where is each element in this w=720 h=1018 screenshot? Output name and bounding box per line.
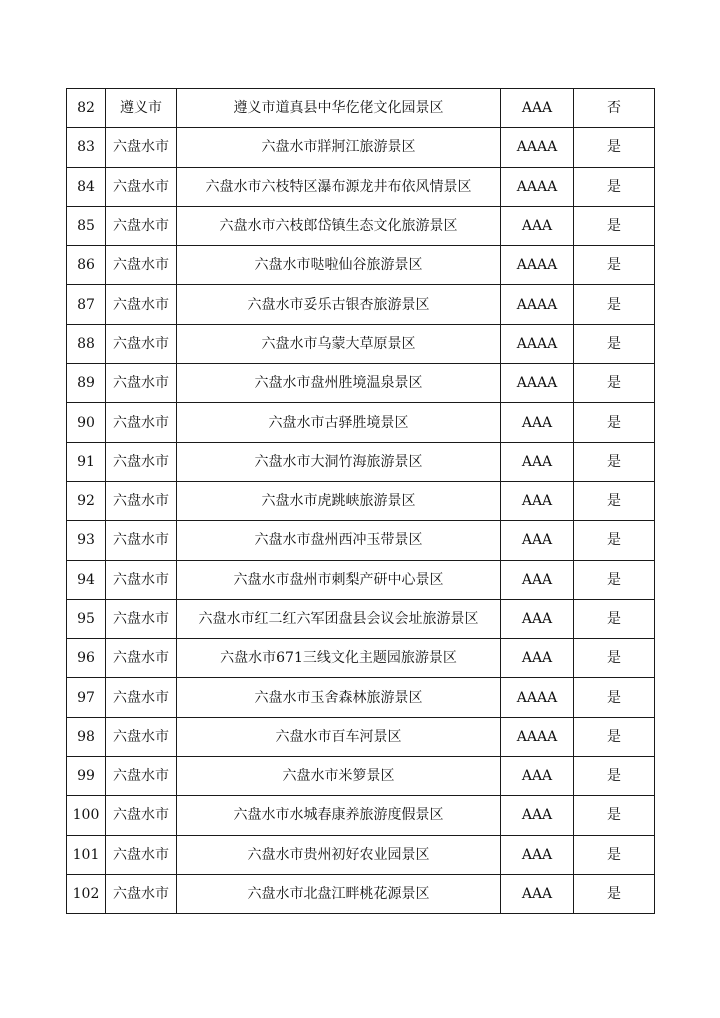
row-number-cell: 93 (67, 521, 106, 560)
status-flag-cell: 是 (574, 599, 655, 638)
city-cell: 六盘水市 (106, 246, 177, 285)
rating-level-cell: AAA (501, 560, 574, 599)
row-number-cell: 97 (67, 678, 106, 717)
row-number-cell: 84 (67, 167, 106, 206)
row-number-cell: 94 (67, 560, 106, 599)
rating-level-cell: AAA (501, 521, 574, 560)
table-row (67, 599, 655, 638)
rating-level-cell: AAA (501, 206, 574, 245)
city-cell: 六盘水市 (106, 678, 177, 717)
table-row (67, 89, 655, 128)
scenic-area-name-cell: 六盘水市哒啦仙谷旅游景区 (177, 246, 501, 285)
scenic-area-name-cell: 六盘水市虎跳峡旅游景区 (177, 481, 501, 520)
city-cell: 六盘水市 (106, 560, 177, 599)
scenic-area-name-cell: 六盘水市红二红六军团盘县会议会址旅游景区 (177, 599, 501, 638)
row-number-cell: 90 (67, 403, 106, 442)
status-flag-cell: 是 (574, 442, 655, 481)
status-flag-cell: 是 (574, 757, 655, 796)
row-number-cell: 82 (67, 89, 106, 128)
table-row (67, 403, 655, 442)
row-number-cell: 89 (67, 364, 106, 403)
row-number-cell: 91 (67, 442, 106, 481)
scenic-area-name-cell: 六盘水市牂牁江旅游景区 (177, 128, 501, 167)
scenic-area-name-cell: 六盘水市贵州初好农业园景区 (177, 835, 501, 874)
scenic-area-name-cell: 六盘水市乌蒙大草原景区 (177, 324, 501, 363)
city-cell: 六盘水市 (106, 796, 177, 835)
scenic-area-table (66, 88, 655, 914)
row-number-cell: 96 (67, 639, 106, 678)
table-row (67, 835, 655, 874)
table-row (67, 874, 655, 913)
table-row (67, 285, 655, 324)
scenic-area-name-cell: 六盘水市百车河景区 (177, 717, 501, 756)
status-flag-cell: 是 (574, 128, 655, 167)
scenic-area-name-cell: 六盘水市水城春康养旅游度假景区 (177, 796, 501, 835)
table-row (67, 521, 655, 560)
scenic-area-name-cell: 六盘水市671三线文化主题园旅游景区 (177, 639, 501, 678)
rating-level-cell: AAAA (501, 246, 574, 285)
row-number-cell: 85 (67, 206, 106, 245)
status-flag-cell: 是 (574, 639, 655, 678)
rating-level-cell: AAAA (501, 717, 574, 756)
row-number-cell: 83 (67, 128, 106, 167)
table-row (67, 246, 655, 285)
city-cell: 六盘水市 (106, 167, 177, 206)
row-number-cell: 95 (67, 599, 106, 638)
row-number-cell: 99 (67, 757, 106, 796)
table-row (67, 717, 655, 756)
table-row (67, 639, 655, 678)
table-row (67, 796, 655, 835)
scenic-area-name-cell: 六盘水市妥乐古银杏旅游景区 (177, 285, 501, 324)
rating-level-cell: AAAA (501, 128, 574, 167)
status-flag-cell: 是 (574, 285, 655, 324)
city-cell: 六盘水市 (106, 364, 177, 403)
status-flag-cell: 否 (574, 89, 655, 128)
table-row (67, 206, 655, 245)
city-cell: 六盘水市 (106, 403, 177, 442)
status-flag-cell: 是 (574, 521, 655, 560)
status-flag-cell: 是 (574, 835, 655, 874)
city-cell: 六盘水市 (106, 206, 177, 245)
rating-level-cell: AAA (501, 835, 574, 874)
row-number-cell: 92 (67, 481, 106, 520)
status-flag-cell: 是 (574, 364, 655, 403)
table-row (67, 481, 655, 520)
rating-level-cell: AAAA (501, 167, 574, 206)
rating-level-cell: AAA (501, 403, 574, 442)
status-flag-cell: 是 (574, 481, 655, 520)
row-number-cell: 88 (67, 324, 106, 363)
table-row (67, 560, 655, 599)
city-cell: 六盘水市 (106, 442, 177, 481)
status-flag-cell: 是 (574, 324, 655, 363)
city-cell: 六盘水市 (106, 757, 177, 796)
rating-level-cell: AAA (501, 481, 574, 520)
city-cell: 六盘水市 (106, 521, 177, 560)
city-cell: 六盘水市 (106, 599, 177, 638)
scenic-area-name-cell: 六盘水市六枝郎岱镇生态文化旅游景区 (177, 206, 501, 245)
row-number-cell: 86 (67, 246, 106, 285)
city-cell: 六盘水市 (106, 717, 177, 756)
row-number-cell: 101 (67, 835, 106, 874)
scenic-area-name-cell: 六盘水市玉舍森林旅游景区 (177, 678, 501, 717)
status-flag-cell: 是 (574, 717, 655, 756)
rating-level-cell: AAA (501, 442, 574, 481)
row-number-cell: 98 (67, 717, 106, 756)
rating-level-cell: AAAA (501, 678, 574, 717)
table-row (67, 128, 655, 167)
city-cell: 六盘水市 (106, 835, 177, 874)
rating-level-cell: AAA (501, 599, 574, 638)
status-flag-cell: 是 (574, 403, 655, 442)
table-row (67, 167, 655, 206)
scenic-area-name-cell: 六盘水市盘州西冲玉带景区 (177, 521, 501, 560)
table-row (67, 678, 655, 717)
scenic-area-name-cell: 六盘水市大洞竹海旅游景区 (177, 442, 501, 481)
scenic-area-name-cell: 遵义市道真县中华仡佬文化园景区 (177, 89, 501, 128)
rating-level-cell: AAA (501, 796, 574, 835)
rating-level-cell: AAA (501, 89, 574, 128)
city-cell: 遵义市 (106, 89, 177, 128)
scenic-area-name-cell: 六盘水市米箩景区 (177, 757, 501, 796)
rating-level-cell: AAAA (501, 364, 574, 403)
table-body (67, 89, 655, 914)
scenic-area-name-cell: 六盘水市北盘江畔桃花源景区 (177, 874, 501, 913)
scenic-area-name-cell: 六盘水市古驿胜境景区 (177, 403, 501, 442)
row-number-cell: 87 (67, 285, 106, 324)
table-row (67, 757, 655, 796)
status-flag-cell: 是 (574, 167, 655, 206)
status-flag-cell: 是 (574, 874, 655, 913)
row-number-cell: 100 (67, 796, 106, 835)
row-number-cell: 102 (67, 874, 106, 913)
rating-level-cell: AAA (501, 639, 574, 678)
table-row (67, 324, 655, 363)
city-cell: 六盘水市 (106, 128, 177, 167)
status-flag-cell: 是 (574, 560, 655, 599)
rating-level-cell: AAAA (501, 285, 574, 324)
scenic-area-name-cell: 六盘水市盘州胜境温泉景区 (177, 364, 501, 403)
scenic-area-name-cell: 六盘水市盘州市刺梨产研中心景区 (177, 560, 501, 599)
status-flag-cell: 是 (574, 246, 655, 285)
city-cell: 六盘水市 (106, 285, 177, 324)
city-cell: 六盘水市 (106, 324, 177, 363)
rating-level-cell: AAA (501, 874, 574, 913)
rating-level-cell: AAA (501, 757, 574, 796)
table-row (67, 364, 655, 403)
status-flag-cell: 是 (574, 206, 655, 245)
table-row (67, 442, 655, 481)
status-flag-cell: 是 (574, 796, 655, 835)
city-cell: 六盘水市 (106, 639, 177, 678)
city-cell: 六盘水市 (106, 874, 177, 913)
city-cell: 六盘水市 (106, 481, 177, 520)
rating-level-cell: AAAA (501, 324, 574, 363)
status-flag-cell: 是 (574, 678, 655, 717)
scenic-area-name-cell: 六盘水市六枝特区瀑布源龙井布依风情景区 (177, 167, 501, 206)
